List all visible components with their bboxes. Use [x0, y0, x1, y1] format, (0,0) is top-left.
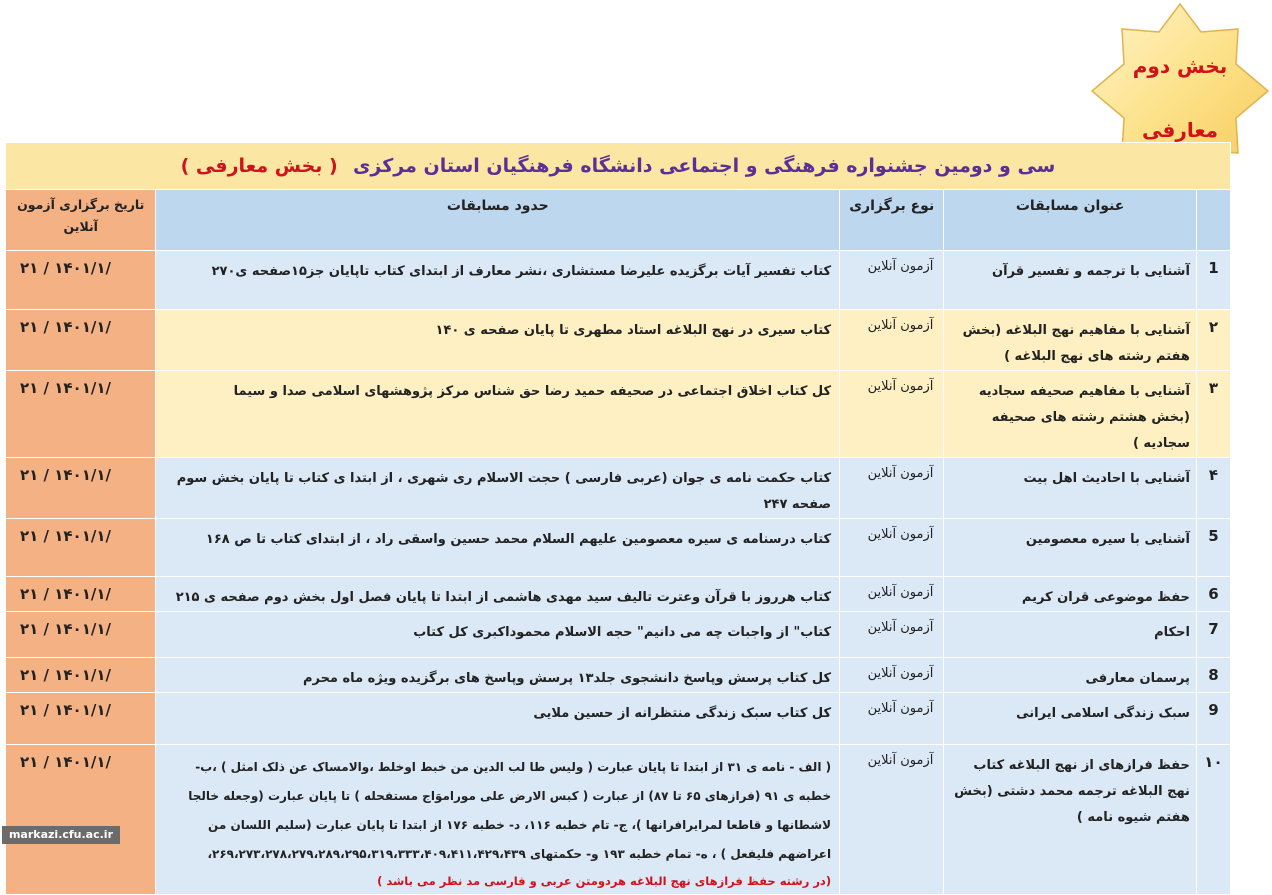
table-title-main: سی و دومین جشنواره فرهنگی و اجتماعی دانشگاه فرهنگیان استان مرکزی	[353, 155, 1056, 177]
row-num: 6	[1196, 577, 1230, 612]
row-type: آزمون آنلاین	[840, 251, 944, 310]
row-date: ۲۱ / ۱۴۰۱/۱/	[6, 658, 156, 693]
badge-line-1: بخش دوم	[1132, 54, 1228, 78]
table-title-row	[6, 143, 1231, 190]
row-title: آشنایی با ترجمه و تفسیر قرآن	[944, 251, 1197, 310]
row-scope: کتاب سیری در نهج البلاغه استاد مطهری تا پایان صفحه ی ۱۴۰	[156, 310, 840, 371]
row-scope: کل کتاب پرسش وپاسخ دانشجوی جلد۱۳ پرسش وپاسخ های برگزیده ویژه ماه محرم	[156, 658, 840, 693]
table-row	[6, 658, 1231, 693]
row-scope-cell	[156, 745, 840, 895]
row-type: آزمون آنلاین	[840, 612, 944, 658]
header-num	[1196, 190, 1230, 251]
row-title: آشنایی با سیره معصومین	[944, 519, 1197, 577]
row-scope: کل کتاب اخلاق اجتماعی در صحیفه حمید رضا حق شناس مرکز پژوهشهای اسلامی صدا و سیما	[156, 371, 840, 458]
table-title	[6, 143, 1231, 190]
row-date: ۲۱ / ۱۴۰۱/۱/	[6, 519, 156, 577]
table-row	[6, 745, 1231, 895]
table-row	[6, 693, 1231, 745]
row-title: سبک زندگی اسلامی ایرانی	[944, 693, 1197, 745]
row-scope: کتاب" از واجبات چه می دانیم" حجه الاسلام محموداکبری کل کتاب	[156, 612, 840, 658]
row-date: ۲۱ / ۱۴۰۱/۱/	[6, 371, 156, 458]
table-row	[6, 577, 1231, 612]
row-num: 9	[1196, 693, 1230, 745]
row-date: ۲۱ / ۱۴۰۱/۱/	[6, 612, 156, 658]
row-title: آشنایی با مفاهیم صحیفه سجادیه (بخش هشتم رشته های صحیفه سجادیه )	[944, 371, 1197, 458]
row-type: آزمون آنلاین	[840, 577, 944, 612]
row-num: ۲	[1196, 310, 1230, 371]
competition-table	[5, 142, 1231, 895]
table-row	[6, 458, 1231, 519]
watermark: markazi.cfu.ac.ir	[2, 826, 120, 844]
row-num: 8	[1196, 658, 1230, 693]
table-row	[6, 251, 1231, 310]
row-date: ۲۱ / ۱۴۰۱/۱/	[6, 458, 156, 519]
row-num: 5	[1196, 519, 1230, 577]
table-row	[6, 519, 1231, 577]
row-num: ۱۰	[1196, 745, 1230, 895]
row-note: (در رشته حفظ فرازهای نهج البلاغه هردومتن عربی و فارسی مد نظر می باشد )	[377, 874, 832, 888]
row-scope: کل کتاب سبک زندگی منتظرانه از حسین ملایی	[156, 693, 840, 745]
row-type: آزمون آنلاین	[840, 458, 944, 519]
row-title: حفظ فرازهای از نهج البلاغه کتاب نهج البلاغه ترجمه محمد دشتی (بخش هفتم شیوه نامه )	[944, 745, 1197, 895]
row-title: آشنایی با احادیث اهل بیت	[944, 458, 1197, 519]
row-date: ۲۱ / ۱۴۰۱/۱/	[6, 251, 156, 310]
row-scope: کتاب حکمت نامه ی جوان (عربی فارسی ) حجت الاسلام ری شهری ، از ابتدا ی کتاب تا پایان بخش سوم صفحه ۲۴۷	[156, 458, 840, 519]
row-scope: کتاب تفسیر آیات برگزیده علیرضا مستشاری ،نشر معارف از ابتدای کتاب تاپایان جز۱۵صفحه ی۲۷۰	[156, 251, 840, 310]
table-row	[6, 612, 1231, 658]
row-date: ۲۱ / ۱۴۰۱/۱/	[6, 310, 156, 371]
row-title: پرسمان معارفی	[944, 658, 1197, 693]
row-type: آزمون آنلاین	[840, 745, 944, 895]
table-title-sub: ( بخش معارفی )	[180, 155, 338, 177]
row-type: آزمون آنلاین	[840, 658, 944, 693]
row-title: حفظ موضوعی قران کریم	[944, 577, 1197, 612]
header-scope: حدود مسابقات	[156, 190, 840, 251]
row-scope: ( الف - نامه ی ۳۱ از ابتدا تا پایان عبارت ( ولیس طا لب الدین من خبط اوخلط ،والامساک عن ذلک امثل ) ،ب- خطبه ی ۹۱ (فرازهای ۶۵ تا ۸۷) از عبارت ( کبس الارض علی موراموَاج مستفحله ) تا پایان عبارت (وجعله خالجا لاشطانها و قاطعا لمرایرافرانها )، ج- تام خطبه ۱۱۶، د- خطبه ۱۷۶ از ابتدا تا پایان عبارت (سلیم اللسان من اعراضهم فلیفعل ) ، ه- تمام خطبه ۱۹۳ و- حکمتهای ۲۶۹،۲۷۳،۲۷۸،۲۷۹،۲۸۹،۲۹۵،۳۱۹،۳۳۳،۴۰۹،۴۱۱،۴۲۹،۴۳۹،	[188, 760, 832, 861]
row-num: 1	[1196, 251, 1230, 310]
row-type: آزمون آنلاین	[840, 519, 944, 577]
table-header-row	[6, 190, 1231, 251]
row-num: 7	[1196, 612, 1230, 658]
header-type: نوع برگزاری	[840, 190, 944, 251]
row-scope: کتاب درسنامه ی سیره معصومین علیهم السلام محمد حسین واسقی راد ، از ابتدای کتاب تا ص ۱۶۸	[156, 519, 840, 577]
badge-line-2: معارفی	[1141, 118, 1219, 142]
row-num: ۳	[1196, 371, 1230, 458]
row-date: ۲۱ / ۱۴۰۱/۱/	[6, 577, 156, 612]
row-date: ۲۱ / ۱۴۰۱/۱/	[6, 745, 156, 895]
row-type: آزمون آنلاین	[840, 693, 944, 745]
table-row	[6, 310, 1231, 371]
row-title: احکام	[944, 612, 1197, 658]
row-type: آزمون آنلاین	[840, 371, 944, 458]
row-type: آزمون آنلاین	[840, 310, 944, 371]
table-row	[6, 371, 1231, 458]
row-title: آشنایی با مفاهیم نهج البلاغه (بخش هفتم رشته های نهج البلاغه )	[944, 310, 1197, 371]
header-title: عنوان مسابقات	[944, 190, 1197, 251]
row-num: ۴	[1196, 458, 1230, 519]
header-date: تاریخ برگزاری آزمون آنلاین	[6, 190, 156, 251]
row-scope: کتاب هرروز با قرآن وعترت تالیف سید مهدی هاشمی از ابتدا تا پایان فصل اول بخش دوم صفحه ی ۲۱۵	[156, 577, 840, 612]
row-date: ۲۱ / ۱۴۰۱/۱/	[6, 693, 156, 745]
